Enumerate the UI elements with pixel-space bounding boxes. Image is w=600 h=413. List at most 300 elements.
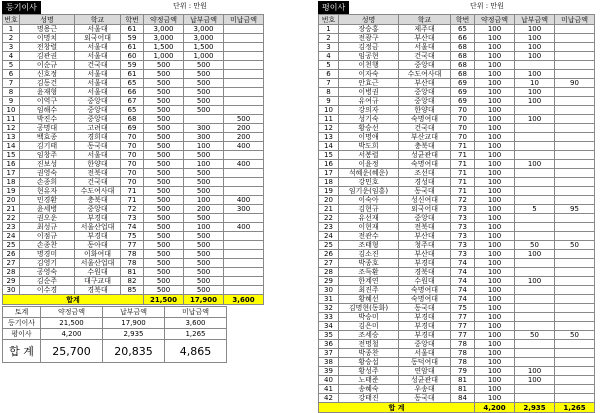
- left-cell-year: 70: [121, 133, 144, 142]
- right-cell-paid: [515, 304, 555, 313]
- right-cell-unpaid: [555, 25, 595, 34]
- right-cell-pledge: 100: [475, 88, 515, 97]
- summary-cell: 17,900: [103, 318, 165, 329]
- left-cell-name: 이점규: [20, 232, 75, 241]
- left-cell-name: 이수경: [20, 286, 75, 295]
- right-cell-unpaid: [555, 70, 595, 79]
- left-header-year: 학번: [121, 15, 144, 25]
- right-cell-unpaid: [555, 34, 595, 43]
- right-cell-unpaid: [555, 268, 595, 277]
- right-cell-paid: [515, 196, 555, 205]
- left-cell-pledge: 500: [144, 61, 184, 70]
- left-cell-unpaid: [224, 151, 264, 160]
- left-cell-unpaid: [224, 286, 264, 295]
- left-cell-pledge: 500: [144, 178, 184, 187]
- left-cell-unpaid: 200: [224, 133, 264, 142]
- right-cell-name: 조세승: [339, 331, 399, 340]
- summary-cell: 3,600: [165, 318, 227, 329]
- right-cell-year: 73: [451, 232, 475, 241]
- right-cell-name: 유선재: [339, 214, 399, 223]
- summary-cell: 4,200: [41, 329, 103, 340]
- right-cell-number: 13: [319, 133, 339, 142]
- right-cell-year: 78: [451, 340, 475, 349]
- table-row: [3, 43, 264, 52]
- left-cell-school: 중앙대: [75, 106, 121, 115]
- right-cell-number: 5: [319, 61, 339, 70]
- right-cell-pledge: 100: [475, 214, 515, 223]
- left-cell-paid: 3,000: [184, 34, 224, 43]
- left-cell-pledge: 500: [144, 70, 184, 79]
- right-cell-year: 77: [451, 322, 475, 331]
- left-header-school: 학교: [75, 15, 121, 25]
- right-cell-pledge: 100: [475, 385, 515, 394]
- right-cell-pledge: 100: [475, 34, 515, 43]
- table-row: [3, 196, 264, 205]
- left-cell-unpaid: [224, 268, 264, 277]
- table-row: [319, 250, 595, 259]
- left-cell-school: 충북대: [75, 196, 121, 205]
- table-row: [3, 223, 264, 232]
- right-cell-school: 조선대: [399, 169, 451, 178]
- left-cell-number: 19: [3, 187, 20, 196]
- left-cell-paid: 100: [184, 196, 224, 205]
- table-row: [319, 358, 595, 367]
- left-cell-unpaid: [224, 178, 264, 187]
- right-cell-year: 73: [451, 223, 475, 232]
- left-cell-paid: 500: [184, 250, 224, 259]
- left-cell-pledge: 500: [144, 187, 184, 196]
- right-cell-number: 2: [319, 34, 339, 43]
- right-cell-paid: [515, 106, 555, 115]
- right-cell-number: 35: [319, 331, 339, 340]
- table-row: [3, 70, 264, 79]
- right-cell-paid: [515, 394, 555, 403]
- right-sheet-title: 평이사: [318, 1, 349, 14]
- left-cell-year: 70: [121, 142, 144, 151]
- left-cell-number: 26: [3, 250, 20, 259]
- left-cell-number: 22: [3, 214, 20, 223]
- left-cell-paid: 500: [184, 106, 224, 115]
- left-cell-pledge: 500: [144, 196, 184, 205]
- right-cell-name: 강태진: [339, 394, 399, 403]
- right-cell-name: 성기숙: [339, 115, 399, 124]
- left-cell-school: 서울산업대: [75, 223, 121, 232]
- right-cell-year: 71: [451, 142, 475, 151]
- right-cell-paid: 100: [515, 160, 555, 169]
- right-cell-unpaid: [555, 178, 595, 187]
- left-cell-pledge: 500: [144, 106, 184, 115]
- right-cell-school: 경성대: [399, 178, 451, 187]
- left-cell-school: 고려대: [75, 124, 121, 133]
- right-cell-year: 71: [451, 160, 475, 169]
- left-cell-year: 59: [121, 34, 144, 43]
- right-cell-year: 68: [451, 43, 475, 52]
- left-cell-school: 서울대: [75, 25, 121, 34]
- table-row: [319, 304, 595, 313]
- left-cell-paid: 100: [184, 142, 224, 151]
- summary-row: [3, 329, 227, 340]
- right-cell-school: 외국어대: [399, 205, 451, 214]
- right-cell-school: 서울대: [399, 349, 451, 358]
- right-cell-number: 10: [319, 106, 339, 115]
- left-header-name: 성명: [20, 15, 75, 25]
- right-cell-number: 37: [319, 349, 339, 358]
- right-cell-number: 1: [319, 25, 339, 34]
- right-cell-year: 71: [451, 187, 475, 196]
- summary-header-paid: 납부금액: [103, 307, 165, 318]
- right-cell-unpaid: [555, 376, 595, 385]
- right-cell-pledge: 100: [475, 241, 515, 250]
- right-cell-number: 30: [319, 286, 339, 295]
- left-cell-year: 61: [121, 43, 144, 52]
- right-cell-paid: [515, 385, 555, 394]
- left-cell-school: 서울대: [75, 79, 121, 88]
- right-cell-unpaid: 50: [555, 331, 595, 340]
- left-cell-school: 한양대: [75, 160, 121, 169]
- right-cell-paid: 100: [515, 97, 555, 106]
- left-cell-pledge: 500: [144, 223, 184, 232]
- left-cell-paid: 500: [184, 79, 224, 88]
- right-cell-name: 박종호: [339, 259, 399, 268]
- right-cell-year: 73: [451, 250, 475, 259]
- right-cell-paid: [515, 61, 555, 70]
- right-cell-number: 42: [319, 394, 339, 403]
- table-row: [3, 151, 264, 160]
- right-cell-name: 강의자: [339, 106, 399, 115]
- left-cell-pledge: 500: [144, 142, 184, 151]
- table-row: [3, 241, 264, 250]
- right-header-paid: 납부금액: [515, 15, 555, 25]
- left-cell-number: 16: [3, 160, 20, 169]
- left-cell-school: 경희대: [75, 133, 121, 142]
- left-cell-pledge: 500: [144, 97, 184, 106]
- right-cell-name: 석혜운(혜운): [339, 169, 399, 178]
- right-cell-pledge: 100: [475, 205, 515, 214]
- left-cell-year: 65: [121, 79, 144, 88]
- right-cell-number: 22: [319, 214, 339, 223]
- right-cell-year: 70: [451, 106, 475, 115]
- table-row: [319, 295, 595, 304]
- right-table: [318, 14, 595, 413]
- right-cell-number: 24: [319, 232, 339, 241]
- right-cell-school: 경북대: [399, 268, 451, 277]
- right-cell-name: 김은미: [339, 322, 399, 331]
- right-cell-school: 부경대: [399, 322, 451, 331]
- left-cell-school: 경북대: [75, 286, 121, 295]
- right-cell-name: 황승섭: [339, 358, 399, 367]
- right-header-year: 학번: [451, 15, 475, 25]
- right-cell-name: 황성주: [339, 367, 399, 376]
- table-row: [3, 97, 264, 106]
- table-row: [319, 205, 595, 214]
- left-cell-year: 81: [121, 268, 144, 277]
- left-cell-name: 민경환: [20, 196, 75, 205]
- right-cell-year: 78: [451, 349, 475, 358]
- right-cell-school: 부경대: [399, 259, 451, 268]
- left-cell-paid: 500: [184, 187, 224, 196]
- table-row: [3, 106, 264, 115]
- table-row: [3, 277, 264, 286]
- right-cell-pledge: 100: [475, 79, 515, 88]
- right-cell-paid: 100: [515, 115, 555, 124]
- right-cell-name: 임공현: [339, 52, 399, 61]
- left-cell-school: 중앙대: [75, 205, 121, 214]
- right-header-unpaid: 미납금액: [555, 15, 595, 25]
- left-cell-unpaid: 400: [224, 142, 264, 151]
- left-cell-number: 13: [3, 133, 20, 142]
- right-cell-year: 74: [451, 286, 475, 295]
- table-row: [3, 250, 264, 259]
- left-cell-paid: 200: [184, 205, 224, 214]
- left-cell-number: 11: [3, 115, 20, 124]
- right-cell-number: 20: [319, 196, 339, 205]
- table-row: [319, 367, 595, 376]
- right-cell-school: 동국대: [399, 394, 451, 403]
- right-cell-number: 18: [319, 178, 339, 187]
- left-cell-unpaid: [224, 70, 264, 79]
- left-cell-name: 신호정: [20, 70, 75, 79]
- left-cell-pledge: 500: [144, 169, 184, 178]
- right-cell-year: 84: [451, 394, 475, 403]
- table-row: [3, 25, 264, 34]
- left-cell-number: 15: [3, 151, 20, 160]
- left-cell-pledge: 500: [144, 133, 184, 142]
- right-cell-school: 충북대: [399, 142, 451, 151]
- right-cell-name: 서봉렬: [339, 151, 399, 160]
- left-cell-unpaid: [224, 79, 264, 88]
- left-cell-pledge: 1,000: [144, 52, 184, 61]
- left-cell-paid: [184, 115, 224, 124]
- right-total-label: 합 계: [319, 403, 475, 413]
- left-table-container: [2, 14, 264, 305]
- left-cell-school: 건국대: [75, 178, 121, 187]
- table-row: [319, 331, 595, 340]
- right-cell-unpaid: [555, 133, 595, 142]
- table-row: [3, 178, 264, 187]
- summary-grand-label: 합 계: [3, 340, 41, 363]
- table-row: [319, 79, 595, 88]
- right-cell-number: 14: [319, 142, 339, 151]
- table-row: [3, 187, 264, 196]
- summary-table-container: [2, 306, 227, 363]
- right-cell-school: 부산대: [399, 34, 451, 43]
- right-cell-name: 노태준: [339, 376, 399, 385]
- right-cell-name: 이자숙: [339, 70, 399, 79]
- right-cell-pledge: 100: [475, 331, 515, 340]
- left-cell-number: 23: [3, 223, 20, 232]
- right-cell-unpaid: 95: [555, 205, 595, 214]
- left-cell-pledge: 500: [144, 214, 184, 223]
- table-row: [319, 142, 595, 151]
- left-cell-year: 72: [121, 205, 144, 214]
- summary-header-unpaid: 미납금액: [165, 307, 227, 318]
- right-cell-pledge: 100: [475, 358, 515, 367]
- right-unit-label: 단위 : 만원: [470, 2, 504, 10]
- left-cell-unpaid: 400: [224, 160, 264, 169]
- left-cell-pledge: 500: [144, 286, 184, 295]
- right-header-pledge: 약정금액: [475, 15, 515, 25]
- right-cell-paid: [515, 214, 555, 223]
- right-cell-pledge: 100: [475, 376, 515, 385]
- left-cell-year: 71: [121, 196, 144, 205]
- right-cell-unpaid: [555, 160, 595, 169]
- right-cell-number: 17: [319, 169, 339, 178]
- summary-cell: 평이사: [3, 329, 41, 340]
- left-cell-name: 권영숙: [20, 169, 75, 178]
- left-header-number: 번호: [4, 15, 18, 24]
- right-cell-unpaid: [555, 250, 595, 259]
- right-cell-unpaid: [555, 142, 595, 151]
- left-cell-number: 3: [3, 43, 20, 52]
- right-cell-name: 전광구: [339, 34, 399, 43]
- left-total-row: [3, 295, 264, 305]
- right-cell-paid: [515, 340, 555, 349]
- left-cell-paid: 100: [184, 223, 224, 232]
- right-cell-year: 77: [451, 313, 475, 322]
- table-row: [319, 34, 595, 43]
- right-cell-number: 34: [319, 322, 339, 331]
- right-cell-school: 숙명여대: [399, 160, 451, 169]
- left-cell-number: 28: [3, 268, 20, 277]
- right-cell-name: 조득환: [339, 268, 399, 277]
- left-cell-year: 78: [121, 259, 144, 268]
- right-cell-paid: 100: [515, 34, 555, 43]
- left-cell-pledge: 500: [144, 250, 184, 259]
- right-cell-number: 29: [319, 277, 339, 286]
- right-cell-school: 동국대: [399, 187, 451, 196]
- left-cell-name: 명경미: [20, 250, 75, 259]
- right-header-school: 학교: [399, 15, 451, 25]
- right-cell-year: 74: [451, 295, 475, 304]
- table-row: [319, 97, 595, 106]
- left-cell-name: 김기태: [20, 142, 75, 151]
- left-cell-school: 이화여대: [75, 250, 121, 259]
- right-cell-year: 71: [451, 169, 475, 178]
- right-cell-name: 박도희: [339, 142, 399, 151]
- right-cell-unpaid: [555, 295, 595, 304]
- summary-header-pledge: 약정금액: [41, 307, 103, 318]
- left-total-unpaid: 3,600: [224, 295, 264, 305]
- left-cell-number: 7: [3, 79, 20, 88]
- right-cell-unpaid: [555, 286, 595, 295]
- left-cell-number: 14: [3, 142, 20, 151]
- left-cell-name: 손종희: [20, 178, 75, 187]
- left-cell-unpaid: [224, 97, 264, 106]
- right-cell-pledge: 100: [475, 61, 515, 70]
- right-cell-unpaid: [555, 349, 595, 358]
- right-cell-paid: 100: [515, 88, 555, 97]
- table-row: [319, 241, 595, 250]
- left-cell-pledge: 500: [144, 232, 184, 241]
- left-cell-name: 진보성: [20, 160, 75, 169]
- right-cell-pledge: 100: [475, 250, 515, 259]
- summary-table: [2, 306, 227, 363]
- right-cell-pledge: 100: [475, 196, 515, 205]
- right-cell-number: 21: [319, 205, 339, 214]
- right-cell-pledge: 100: [475, 133, 515, 142]
- right-cell-school: 중앙대: [399, 61, 451, 70]
- right-cell-name: 김명현(동화): [339, 304, 399, 313]
- right-cell-name: 이현재: [339, 223, 399, 232]
- right-cell-year: 70: [451, 115, 475, 124]
- left-cell-year: 70: [121, 160, 144, 169]
- left-cell-school: 전북대: [75, 169, 121, 178]
- left-cell-paid: 300: [184, 124, 224, 133]
- right-cell-unpaid: [555, 187, 595, 196]
- left-cell-name: 김순주: [20, 277, 75, 286]
- left-cell-name: 박진수: [20, 115, 75, 124]
- right-cell-year: 74: [451, 268, 475, 277]
- left-cell-paid: 500: [184, 286, 224, 295]
- right-cell-school: 중앙대: [399, 214, 451, 223]
- left-unit-label: 단위 : 만원: [173, 2, 207, 10]
- right-cell-name: 최진주: [339, 286, 399, 295]
- right-cell-school: 성균관대: [399, 151, 451, 160]
- table-row: [3, 34, 264, 43]
- left-cell-pledge: 500: [144, 79, 184, 88]
- right-cell-year: 74: [451, 259, 475, 268]
- left-cell-number: 4: [3, 52, 20, 61]
- right-cell-number: 3: [319, 43, 339, 52]
- right-cell-school: 수원대: [399, 277, 451, 286]
- right-cell-pledge: 100: [475, 223, 515, 232]
- right-cell-pledge: 100: [475, 115, 515, 124]
- right-cell-school: 성신여대: [399, 196, 451, 205]
- right-cell-number: 19: [319, 187, 339, 196]
- right-cell-paid: 100: [515, 25, 555, 34]
- right-cell-pledge: 100: [475, 322, 515, 331]
- left-cell-school: 서울대: [75, 52, 121, 61]
- table-row: [319, 394, 595, 403]
- left-cell-name: 명용근: [20, 25, 75, 34]
- left-cell-name: 손종찬: [20, 241, 75, 250]
- left-cell-pledge: 1,500: [144, 43, 184, 52]
- left-cell-name: 임해수: [20, 106, 75, 115]
- right-cell-pledge: 100: [475, 259, 515, 268]
- right-cell-unpaid: [555, 394, 595, 403]
- left-cell-school: 부경대: [75, 214, 121, 223]
- left-cell-school: 부경대: [75, 232, 121, 241]
- right-cell-name: 안효근: [339, 79, 399, 88]
- table-row: [319, 70, 595, 79]
- table-row: [319, 133, 595, 142]
- right-cell-name: 이윤정: [339, 160, 399, 169]
- left-cell-number: 24: [3, 232, 20, 241]
- table-row: [3, 286, 264, 295]
- right-cell-pledge: 100: [475, 394, 515, 403]
- right-cell-pledge: 100: [475, 142, 515, 151]
- summary-cell: 21,500: [41, 318, 103, 329]
- right-cell-school: 부산대: [399, 232, 451, 241]
- left-cell-year: 61: [121, 70, 144, 79]
- left-sheet-title: 등기이사: [2, 1, 41, 14]
- left-cell-pledge: 3,000: [144, 34, 184, 43]
- right-cell-paid: 50: [515, 331, 555, 340]
- left-total-label: 합계: [3, 295, 144, 305]
- left-cell-name: 이순규: [20, 61, 75, 70]
- table-row: [3, 160, 264, 169]
- right-cell-year: 77: [451, 331, 475, 340]
- right-cell-unpaid: [555, 61, 595, 70]
- left-cell-year: 74: [121, 223, 144, 232]
- right-cell-name: 이병권: [339, 88, 399, 97]
- left-cell-name: 이역구: [20, 97, 75, 106]
- left-cell-unpaid: [224, 25, 264, 34]
- right-cell-school: 부경대: [399, 331, 451, 340]
- right-cell-name: 강민호: [339, 178, 399, 187]
- right-cell-school: 중앙대: [399, 97, 451, 106]
- right-cell-year: 73: [451, 214, 475, 223]
